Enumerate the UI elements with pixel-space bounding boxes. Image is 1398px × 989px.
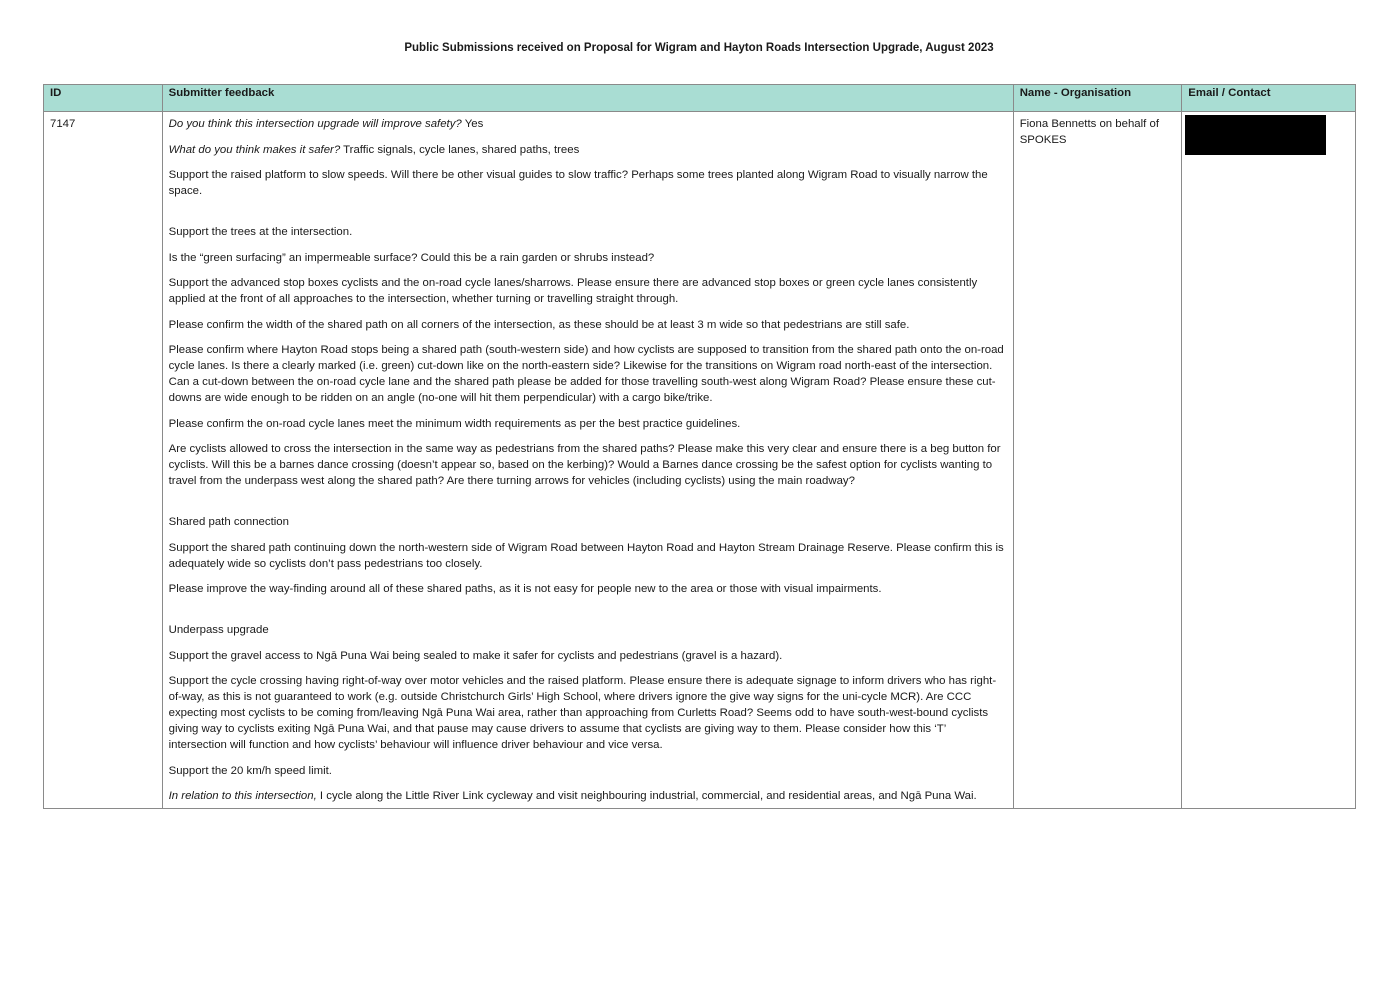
- section-heading-shared-path: Shared path connection: [168, 516, 289, 528]
- page-title: Public Submissions received on Proposal for Wigram and Hayton Roads Intersection Upgrade, August 2023: [404, 42, 994, 54]
- feedback-paragraph: Support the 20 km/h speed limit.: [168, 764, 332, 777]
- cell-name-organisation: Fiona Bennetts on behalf of SPOKES: [1013, 112, 1182, 809]
- answer-safer: Traffic signals, cycle lanes, shared paths, trees: [340, 143, 580, 156]
- section-heading-underpass: Underpass upgrade: [168, 624, 269, 636]
- feedback-paragraph: Support the gravel access to Ngā Puna Wai being sealed to make it safer for cyclists and pedestrians (gravel is a hazard).: [168, 649, 783, 662]
- relation-text: I cycle along the Little River Link cycleway and visit neighbouring industrial, commercial, and residential areas, and Ngā Puna Wai.: [316, 790, 977, 802]
- answer-safety: Yes: [461, 118, 484, 130]
- feedback-paragraph: Support the advanced stop boxes cyclists and the on-road cycle lanes/sharrows. Please ensure there are advanced stop boxes or green cycle lanes consistently applied at the front of all approaches to the intersection, whether turning or travelling straight through.: [168, 277, 978, 305]
- feedback-paragraph: Support the cycle crossing having right-of-way over motor vehicles and the raised platform. Please ensure there is adequate signage to inform drivers who has right-of-way, as this is not guaranteed to work (e.g. outside Christchurch Girls’ High School, where drivers ignore the give way signs for the uni-cycle MCR). Are CCC expecting most cyclists to be coming from/leaving Ngā Puna Wai area, rather than approaching from Curletts Road? Seems odd to have south-west-bound cyclists giving way to cyclists exiting Ngā Puna Wai, and that pause may cause drivers to assume that cyclists are giving way to them. Please consider how this ‘T’ intersection will function and how cyclists’ behaviour will influence driver behaviour and vice versa.: [168, 675, 997, 751]
- feedback-safer: [169, 142, 1007, 158]
- feedback-paragraph: Please improve the way-finding around all of these shared paths, as it is not easy for people new to the area or those with visual impairments.: [168, 583, 882, 595]
- cell-feedback: [162, 112, 1013, 809]
- cell-id: 7147: [44, 112, 163, 809]
- feedback-paragraph: Please confirm where Hayton Road stops being a shared path (south-western side) and how cyclists are supposed to transition from the shared path onto the on-road cycle lanes. Is there a clearly marked (i.e. green) cut-down like on the north-eastern side? Likewise for the transitions on Wigram road north-east of the intersection. Can a cut-down between the on-road cycle lane and the shared path please be added for those travelling south-west along Wigram Road? Please ensure these cut-downs are wide enough to be ridden on an angle (no-one will hit them perpendicular) with a cargo bike/trike.: [168, 344, 1004, 404]
- header-feedback: Submitter feedback: [162, 85, 1013, 112]
- feedback-safety: [169, 116, 1007, 132]
- feedback-relation: [169, 788, 1007, 804]
- question-safety: Do you think this intersection upgrade will improve safety?: [168, 118, 462, 130]
- feedback-paragraph: Support the trees at the intersection.: [168, 226, 353, 238]
- feedback-paragraph: Support the shared path continuing down the north-western side of Wigram Road between Hayton Road and Hayton Stream Drainage Reserve. Please confirm this is adequately wide so cyclists don’t pass pedestrians too closely.: [168, 541, 1004, 570]
- feedback-paragraph: Please confirm the on-road cycle lanes meet the minimum width requirements as per the best practice guidelines.: [168, 417, 741, 430]
- table-row: [44, 112, 1356, 809]
- relation-lead: In relation to this intersection,: [168, 790, 317, 802]
- feedback-paragraph: Please confirm the width of the shared path on all corners of the intersection, as these should be at least 3 m wide so that pedestrians are still safe.: [168, 318, 910, 331]
- header-email: Email / Contact: [1182, 85, 1356, 112]
- cell-email-contact: [1182, 112, 1356, 809]
- header-id: ID: [44, 85, 163, 112]
- header-name: Name - Organisation: [1013, 85, 1182, 112]
- feedback-paragraph: Are cyclists allowed to cross the intersection in the same way as pedestrians from the shared paths? Please make this very clear and ensure there is a beg button for cyclists. Will this be a barnes dance crossing (doesn’t appear so, based on the kerbing)? Would a Barnes dance crossing be the safest option for cyclists wanting to travel from the underpass west along the shared path? Are there turning arrows for vehicles (including cyclists) using the main roadway?: [168, 443, 1001, 487]
- feedback-paragraph: Support the raised platform to slow speeds. Will there be other visual guides to slow traffic? Perhaps some trees planted along Wigram Road to visually narrow the space.: [168, 169, 988, 197]
- question-safer: What do you think makes it safer?: [168, 143, 341, 156]
- redacted-block: [1185, 115, 1326, 155]
- feedback-paragraph: Is the “green surfacing” an impermeable surface? Could this be a rain garden or shrubs instead?: [168, 251, 655, 264]
- table-header-row: [44, 85, 1356, 112]
- submissions-table: [43, 84, 1356, 809]
